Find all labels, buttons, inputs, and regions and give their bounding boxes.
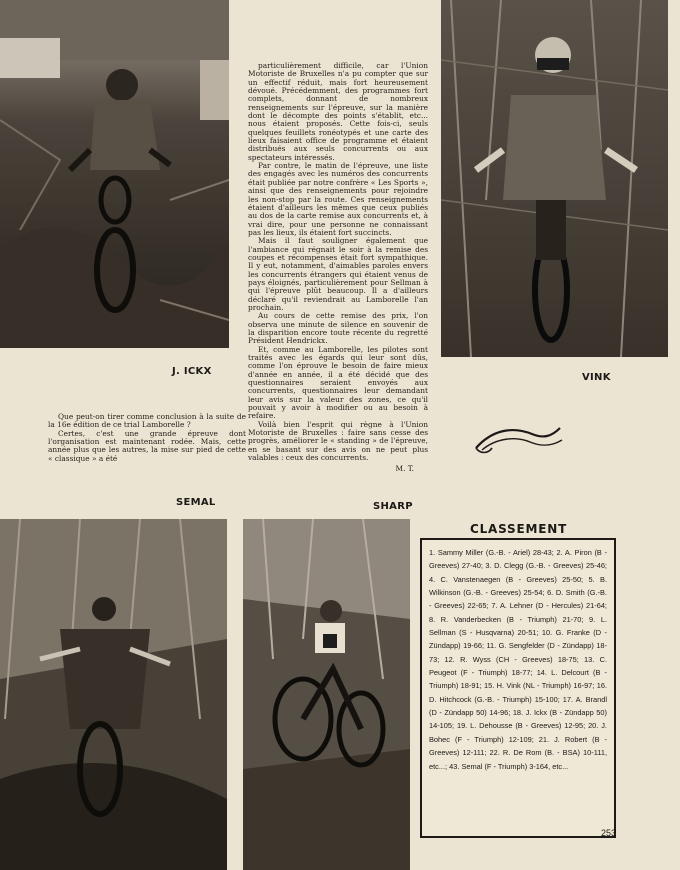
photo-sharp-rider [243,519,410,870]
article-main-column [248,62,428,473]
article-paragraph: Et, comme au Lamborelle, les pilotes sont traités avec les égards qui leur sont dûs, comme l'on éprouve le besoin de faire mieux d'année en année, il a été décidé que des questionnaires seraient envoyés aux concurrents, questionnaires leur demandant leur avis sur la valeur des zones, ce qu'il pouvait y avoir à modifier ou au besoin à refaire. [248,344,428,421]
article-signature: M. T. [395,463,414,473]
classement-results: 1. Sammy Miller (G.-B. - Ariel) 28-43; 2. A. Piron (B - Greeves) 27-40; 3. D. Clegg (G.-B. - Greeves) 25-46; 4. C. Vanstenaegen (B - Greeves) 25-50; 5. B. Wilkinson (G.-B. - Greeves) 25-54; 6. D. Smith (G.-B. - Greeves) 22-65; 7. A. Lehner (D - Hercules) 21-64; 8. R. Vanderbecken (B - Triumph) 21-70; 9. L. Sellman (S - Husqvarna) 20-51; 10. G. Franke (D - Zündapp) 19-66; 11. G. Sengfelder (D - Zündapp) 18-73; 12. R. Wyss (CH - Greeves) 18-75; 13. C. Peugeot (F - Triumph) 18-77; 14. L. Delcourt (B - Triumph) 18-91; 15. H. Vink (NL - Triumph) 16-97; 16. D. Hitchcock (G.-B. - Triumph) 15-100; 17. A. Brandl (D - Zündapp 50) 14-96; 18. J. Ickx (B - Zündapp 50) 14-105; 19. L. Dehousse (B - Greeves) 12-95; 20. J. Bohec (F - Triumph) 12-109; 21. J. Robert (B - Greeves) 12-111; 22. R. De Rom (B. - BSA) 10-111, etc...; 43. Semal (F - Triumph) 3-164, etc... [429,548,607,771]
page-number: 253 [601,828,617,838]
caption-semal: SEMAL [176,497,216,508]
photo-vink-rider [441,0,668,357]
photo-ickx-rider [0,0,229,348]
article-paragraph: Au cours de cette remise des prix, l'on observa une minute de silence en souvenir de la disparition encore toute récente du regretté Président Hendrickx. [248,311,428,346]
caption-vink: VINK [582,372,611,383]
article-paragraph: Voilà bien l'esprit qui règne à l'Union Motoriste de Bruxelles : faire sans cesse des progrès, améliorer le « standing » de l'épreuve, en se basant sur des avis on ne peut plus valables : ceux des concurrents. [248,419,428,463]
photo-semal-rider [0,519,227,870]
classement-title: CLASSEMENT [466,522,571,536]
article-left-column [48,413,246,463]
article-paragraph: Certes, c'est une grande épreuve dont l'organisation est maintenant rodée. Mais, cette année plus que les autres, la mise sur pied de cette « classique » a été [48,428,246,463]
article-paragraph: Par contre, le matin de l'épreuve, une liste des engagés avec les numéros des concurrents était publiée par notre confrère « Les Sports », ainsi que des renseignements pour rejoindre les non-stop par la route. Ces renseignements étaient d'ailleurs les mêmes que ceux publiés au dos de la carte remise aux concurrents et, à vrai dire, pour une personne ne connaissant pas les lieux, ils étaient fort succincts. [248,161,428,237]
article-paragraph: particulièrement difficile, car l'Union Motoriste de Bruxelles n'a pu compter que sur un effectif réduit, mais fort heureusement dévoué. Précédemment, des programmes fort complets, donnant de nombreux renseignements sur l'épreuve, sur la manière dont le décompte des points s'établit, etc... nous étaient proposés. Cette fois-ci, seuls quelques feuillets ronéotypés et une carte des lieux faisaient office de programme et étaient distribués aux seuls concurrents ou aux spectateurs intéressés. [248,61,428,162]
article-paragraph: Que peut-on tirer comme conclusion à la suite de la 16e édition de ce trial Lamborelle ? [48,412,246,430]
classement-box [420,538,616,838]
caption-ickx: J. ICKX [172,366,212,377]
decorative-flourish-icon [472,420,564,460]
article-paragraph: Mais il faut souligner également que l'ambiance qui régnait le soir à la remise des coupes et récompenses était fort sympathique. Il y eut, notamment, d'aimables paroles envers les concurrents étrangers qui étaient venus de pays éloignés, particulièrement pour Sellman à qui l'épreuve plût beaucoup. Il a d'ailleurs déclaré qu'il reviendrait au Lamborelle l'an prochain. [248,236,428,312]
caption-sharp: SHARP [373,501,413,512]
